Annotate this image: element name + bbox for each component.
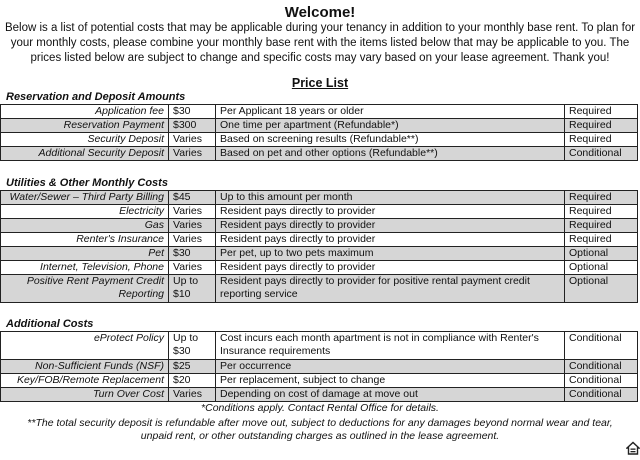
cost-name: Electricity: [1, 205, 169, 219]
table-row: [1, 275, 638, 303]
cost-description: Cost incurs each month apartment is not in compliance with Renter's Insurance requirements: [216, 332, 565, 360]
cost-description: Based on screening results (Refundable**): [216, 133, 565, 147]
cost-status: Required: [565, 205, 638, 219]
footnote: *Conditions apply. Contact Rental Office for details.: [201, 402, 439, 414]
cost-price: Varies: [169, 219, 216, 233]
cost-price: Varies: [169, 133, 216, 147]
cost-status: Required: [565, 119, 638, 133]
table-row: [1, 205, 638, 219]
cost-name: Turn Over Cost: [1, 388, 169, 402]
cost-description: Resident pays directly to provider for positive rental payment credit reporting service: [216, 275, 565, 303]
equal-housing-icon: [626, 441, 640, 455]
cost-status: Conditional: [565, 360, 638, 374]
cost-description: Per Applicant 18 years or older: [216, 105, 565, 119]
cost-price: Varies: [169, 147, 216, 161]
cost-description: Resident pays directly to provider: [216, 233, 565, 247]
table-row: [1, 119, 638, 133]
utilities-table: [0, 190, 638, 303]
cost-price: $20: [169, 374, 216, 388]
cost-name: Security Deposit: [1, 133, 169, 147]
cost-description: Per replacement, subject to change: [216, 374, 565, 388]
cost-status: Required: [565, 219, 638, 233]
cost-price: $30: [169, 105, 216, 119]
cost-name: Internet, Television, Phone: [1, 261, 169, 275]
cost-description: Up to this amount per month: [216, 191, 565, 205]
table-row: [1, 332, 638, 360]
section-title: Utilities & Other Monthly Costs: [6, 177, 168, 189]
cost-description: Per occurrence: [216, 360, 565, 374]
cost-status: Required: [565, 191, 638, 205]
table-row: [1, 191, 638, 205]
cost-description: Per pet, up to two pets maximum: [216, 247, 565, 261]
cost-price: Varies: [169, 233, 216, 247]
table-row: [1, 374, 638, 388]
cost-description: Depending on cost of damage at move out: [216, 388, 565, 402]
cost-price: $300: [169, 119, 216, 133]
cost-price: Varies: [169, 388, 216, 402]
cost-name: Application fee: [1, 105, 169, 119]
cost-name: Additional Security Deposit: [1, 147, 169, 161]
price-list-heading: Price List: [291, 76, 349, 90]
footnote: **The total security deposit is refundable after move out, subject to deductions for any damages beyond normal wear and tear,: [27, 417, 613, 429]
cost-status: Required: [565, 233, 638, 247]
intro-line: your monthly costs, please combine your monthly base rent with the items listed below that may be applicable to you. The: [10, 37, 630, 49]
cost-status: Optional: [565, 275, 638, 303]
cost-status: Conditional: [565, 332, 638, 360]
cost-name: Gas: [1, 219, 169, 233]
table-row: [1, 105, 638, 119]
cost-status: Optional: [565, 261, 638, 275]
section-title: Reservation and Deposit Amounts: [6, 91, 186, 103]
additional-costs-table: [0, 331, 638, 402]
cost-price: Up to $30: [169, 332, 216, 360]
cost-name: Positive Rent Payment Credit Reporting: [1, 275, 169, 303]
cost-description: Resident pays directly to provider: [216, 205, 565, 219]
table-row: [1, 233, 638, 247]
table-row: [1, 360, 638, 374]
cost-price: Varies: [169, 261, 216, 275]
intro-line: prices listed below are subject to change and specific costs may vary based on your lease agreement. Thank you!: [30, 52, 610, 64]
table-row: [1, 147, 638, 161]
reservation-table: [0, 104, 638, 161]
cost-price: Varies: [169, 205, 216, 219]
cost-price: $45: [169, 191, 216, 205]
table-row: [1, 133, 638, 147]
cost-name: eProtect Policy: [1, 332, 169, 360]
cost-description: Resident pays directly to provider: [216, 261, 565, 275]
footnote: unpaid rent, or other outstanding charges as outlined in the lease agreement.: [140, 430, 500, 442]
section-title: Additional Costs: [6, 318, 94, 330]
cost-price: Up to $10: [169, 275, 216, 303]
cost-name: Key/FOB/Remote Replacement: [1, 374, 169, 388]
intro-text: [0, 21, 640, 66]
cost-description: Resident pays directly to provider: [216, 219, 565, 233]
cost-name: Water/Sewer – Third Party Billing: [1, 191, 169, 205]
cost-price: $25: [169, 360, 216, 374]
intro-line: Below is a list of potential costs that may be applicable during your tenancy in addition to your monthly base rent. To plan for: [4, 22, 636, 34]
cost-status: Optional: [565, 247, 638, 261]
cost-name: Reservation Payment: [1, 119, 169, 133]
cost-status: Conditional: [565, 147, 638, 161]
cost-status: Required: [565, 133, 638, 147]
table-row: [1, 247, 638, 261]
cost-name: Pet: [1, 247, 169, 261]
cost-description: One time per apartment (Refundable*): [216, 119, 565, 133]
cost-status: Conditional: [565, 374, 638, 388]
table-row: [1, 388, 638, 402]
table-row: [1, 261, 638, 275]
cost-status: Conditional: [565, 388, 638, 402]
cost-name: Non-Sufficient Funds (NSF): [1, 360, 169, 374]
page-title: Welcome!: [284, 4, 356, 21]
cost-status: Required: [565, 105, 638, 119]
cost-price: $30: [169, 247, 216, 261]
cost-description: Based on pet and other options (Refundable**): [216, 147, 565, 161]
table-row: [1, 219, 638, 233]
cost-name: Renter's Insurance: [1, 233, 169, 247]
